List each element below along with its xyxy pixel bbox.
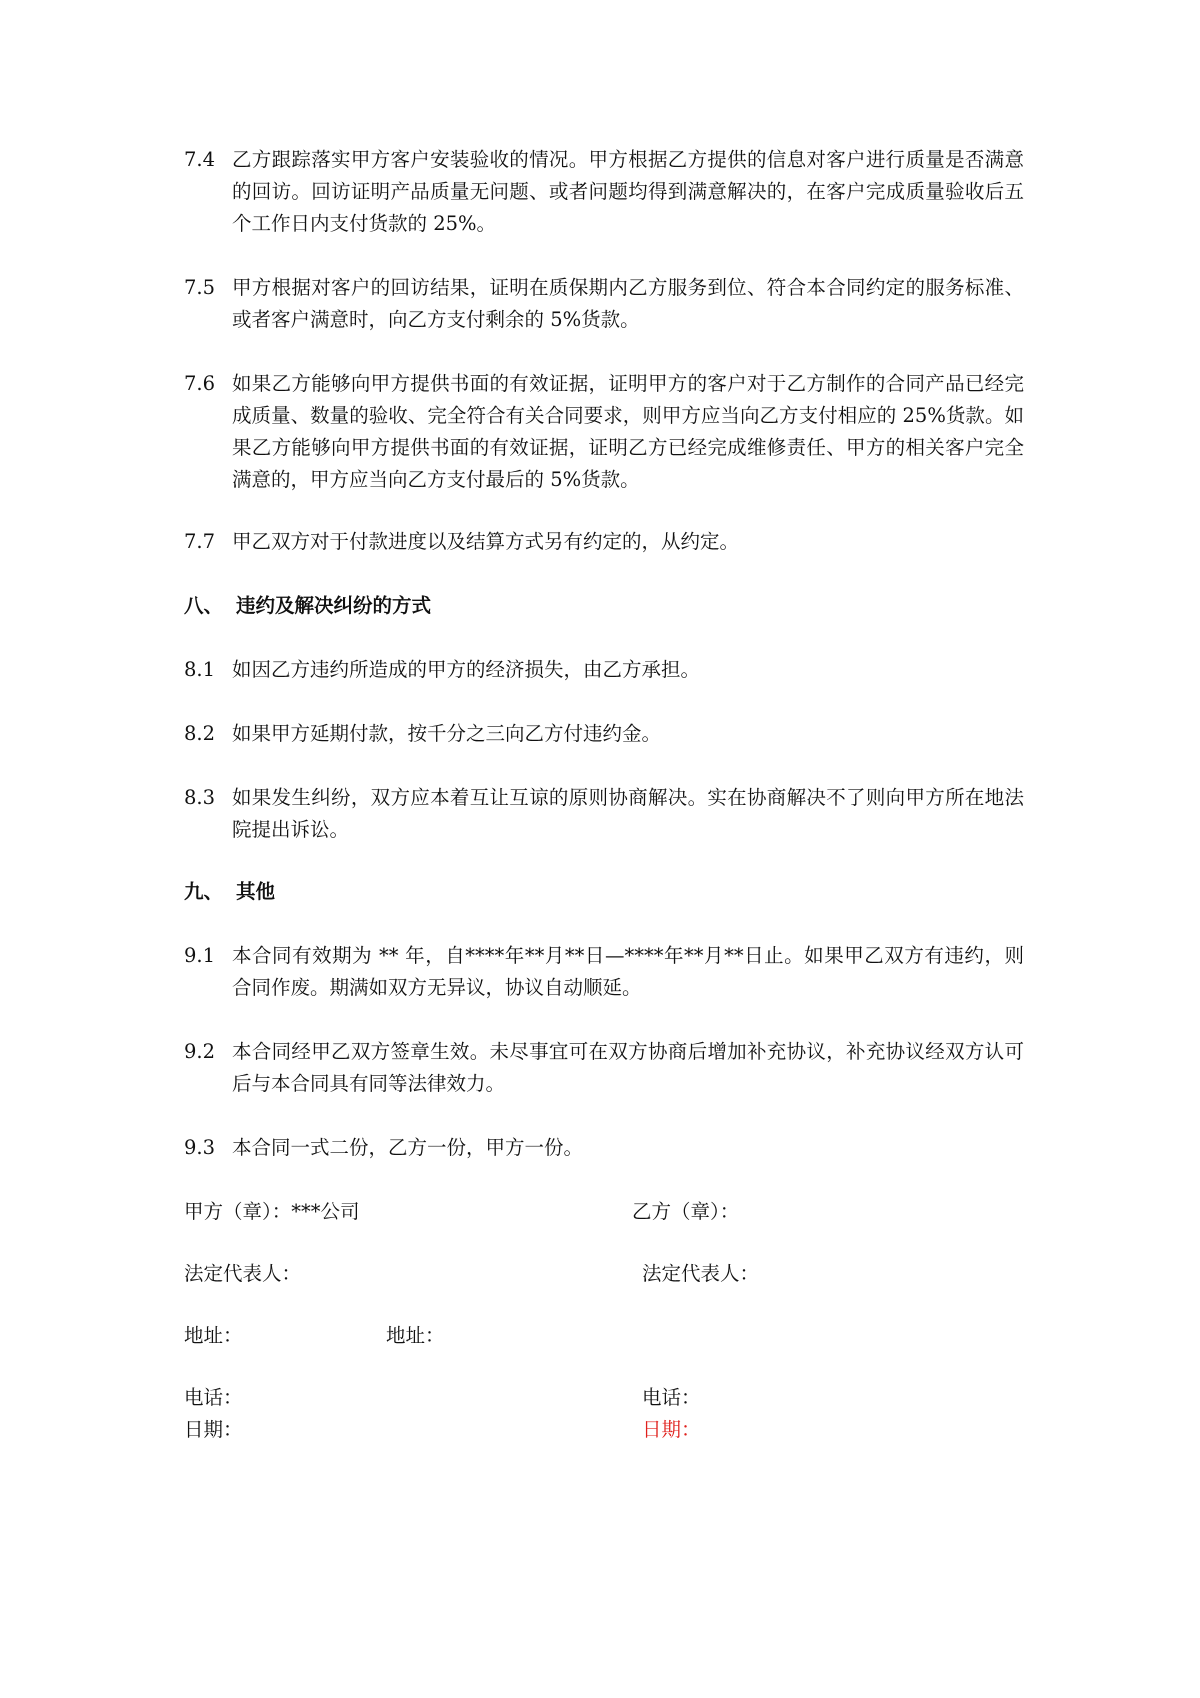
clause-8-3: [184, 782, 1024, 846]
clause-number: 8.3: [184, 786, 216, 809]
section-title: 其他: [236, 880, 276, 903]
section-number: 八、: [184, 594, 224, 617]
clause-number: 7.7: [184, 530, 216, 553]
clause-number: 9.2: [184, 1040, 216, 1063]
party-b-address-label: 地址：: [386, 1324, 445, 1347]
party-b-phone-label: 电话：: [642, 1386, 701, 1409]
clause-7-6: [184, 368, 1024, 496]
clause-number: 9.1: [184, 944, 216, 967]
clause-text: 本合同经甲乙双方签章生效。未尽事宜可在双方协商后增加补充协议，补充协议经双方认可后与本合同具有同等法律效力。: [232, 1040, 1024, 1095]
section-title: 违约及解决纠纷的方式: [236, 594, 432, 617]
clause-9-3: [184, 1132, 1024, 1164]
clause-text: 本合同有效期为 ** 年，自****年**月**日—****年**月**日止。如果甲乙双方有违约，则合同作废。期满如双方无异议，协议自动顺延。: [232, 944, 1024, 999]
clause-text: 甲乙双方对于付款进度以及结算方式另有约定的，从约定。: [232, 530, 740, 553]
party-a-date-label: 日期：: [184, 1418, 243, 1441]
section-number: 九、: [184, 880, 224, 903]
clause-number: 7.4: [184, 148, 216, 171]
party-a-address-label: 地址：: [184, 1324, 243, 1347]
clause-text: 本合同一式二份，乙方一份，甲方一份。: [232, 1136, 584, 1159]
clause-number: 8.2: [184, 722, 216, 745]
clause-number: 8.1: [184, 658, 216, 681]
clause-8-2: [184, 718, 1024, 750]
party-a-representative-label: 法定代表人：: [184, 1262, 302, 1285]
clause-text: 如因乙方违约所造成的甲方的经济损失，由乙方承担。: [232, 658, 701, 681]
clause-number: 7.6: [184, 372, 216, 395]
party-b-representative-label: 法定代表人：: [642, 1262, 760, 1285]
party-a-phone-label: 电话：: [184, 1386, 243, 1409]
clause-9-1: [184, 940, 1024, 1004]
section-heading-9: [184, 876, 275, 908]
clause-text: 如果发生纠纷，双方应本着互让互谅的原则协商解决。实在协商解决不了则向甲方所在地法院提出诉讼。: [232, 786, 1024, 841]
section-heading-8: [184, 590, 431, 622]
clause-number: 9.3: [184, 1136, 216, 1159]
clause-7-5: [184, 272, 1024, 336]
clause-text: 如果乙方能够向甲方提供书面的有效证据，证明甲方的客户对于乙方制作的合同产品已经完成质量、数量的验收、完全符合有关合同要求，则甲方应当向乙方支付相应的 25%货款。如果乙方能够向甲方提供书面的有效证据，证明乙方已经完成维修责任、甲方的相关客户完全满意的，甲方应当向乙方支付最后的 5%货款。: [232, 372, 1024, 491]
clause-9-2: [184, 1036, 1024, 1100]
clause-number: 7.5: [184, 276, 216, 299]
clause-8-1: [184, 654, 1024, 686]
clause-7-4: [184, 144, 1024, 240]
clause-text: 甲方根据对客户的回访结果，证明在质保期内乙方服务到位、符合本合同约定的服务标准、或者客户满意时，向乙方支付剩余的 5%货款。: [232, 276, 1024, 331]
clause-text: 如果甲方延期付款，按千分之三向乙方付违约金。: [232, 722, 662, 745]
clause-7-7: [184, 526, 1024, 558]
party-b-date-label: 日期：: [642, 1418, 701, 1441]
party-a-seal-label: 甲方（章）：***公司: [184, 1200, 360, 1223]
party-b-seal-label: 乙方（章）：: [632, 1200, 740, 1223]
clause-text: 乙方跟踪落实甲方客户安装验收的情况。甲方根据乙方提供的信息对客户进行质量是否满意的回访。回访证明产品质量无问题、或者问题均得到满意解决的，在客户完成质量验收后五个工作日内支付货款的 25%。: [232, 148, 1024, 235]
